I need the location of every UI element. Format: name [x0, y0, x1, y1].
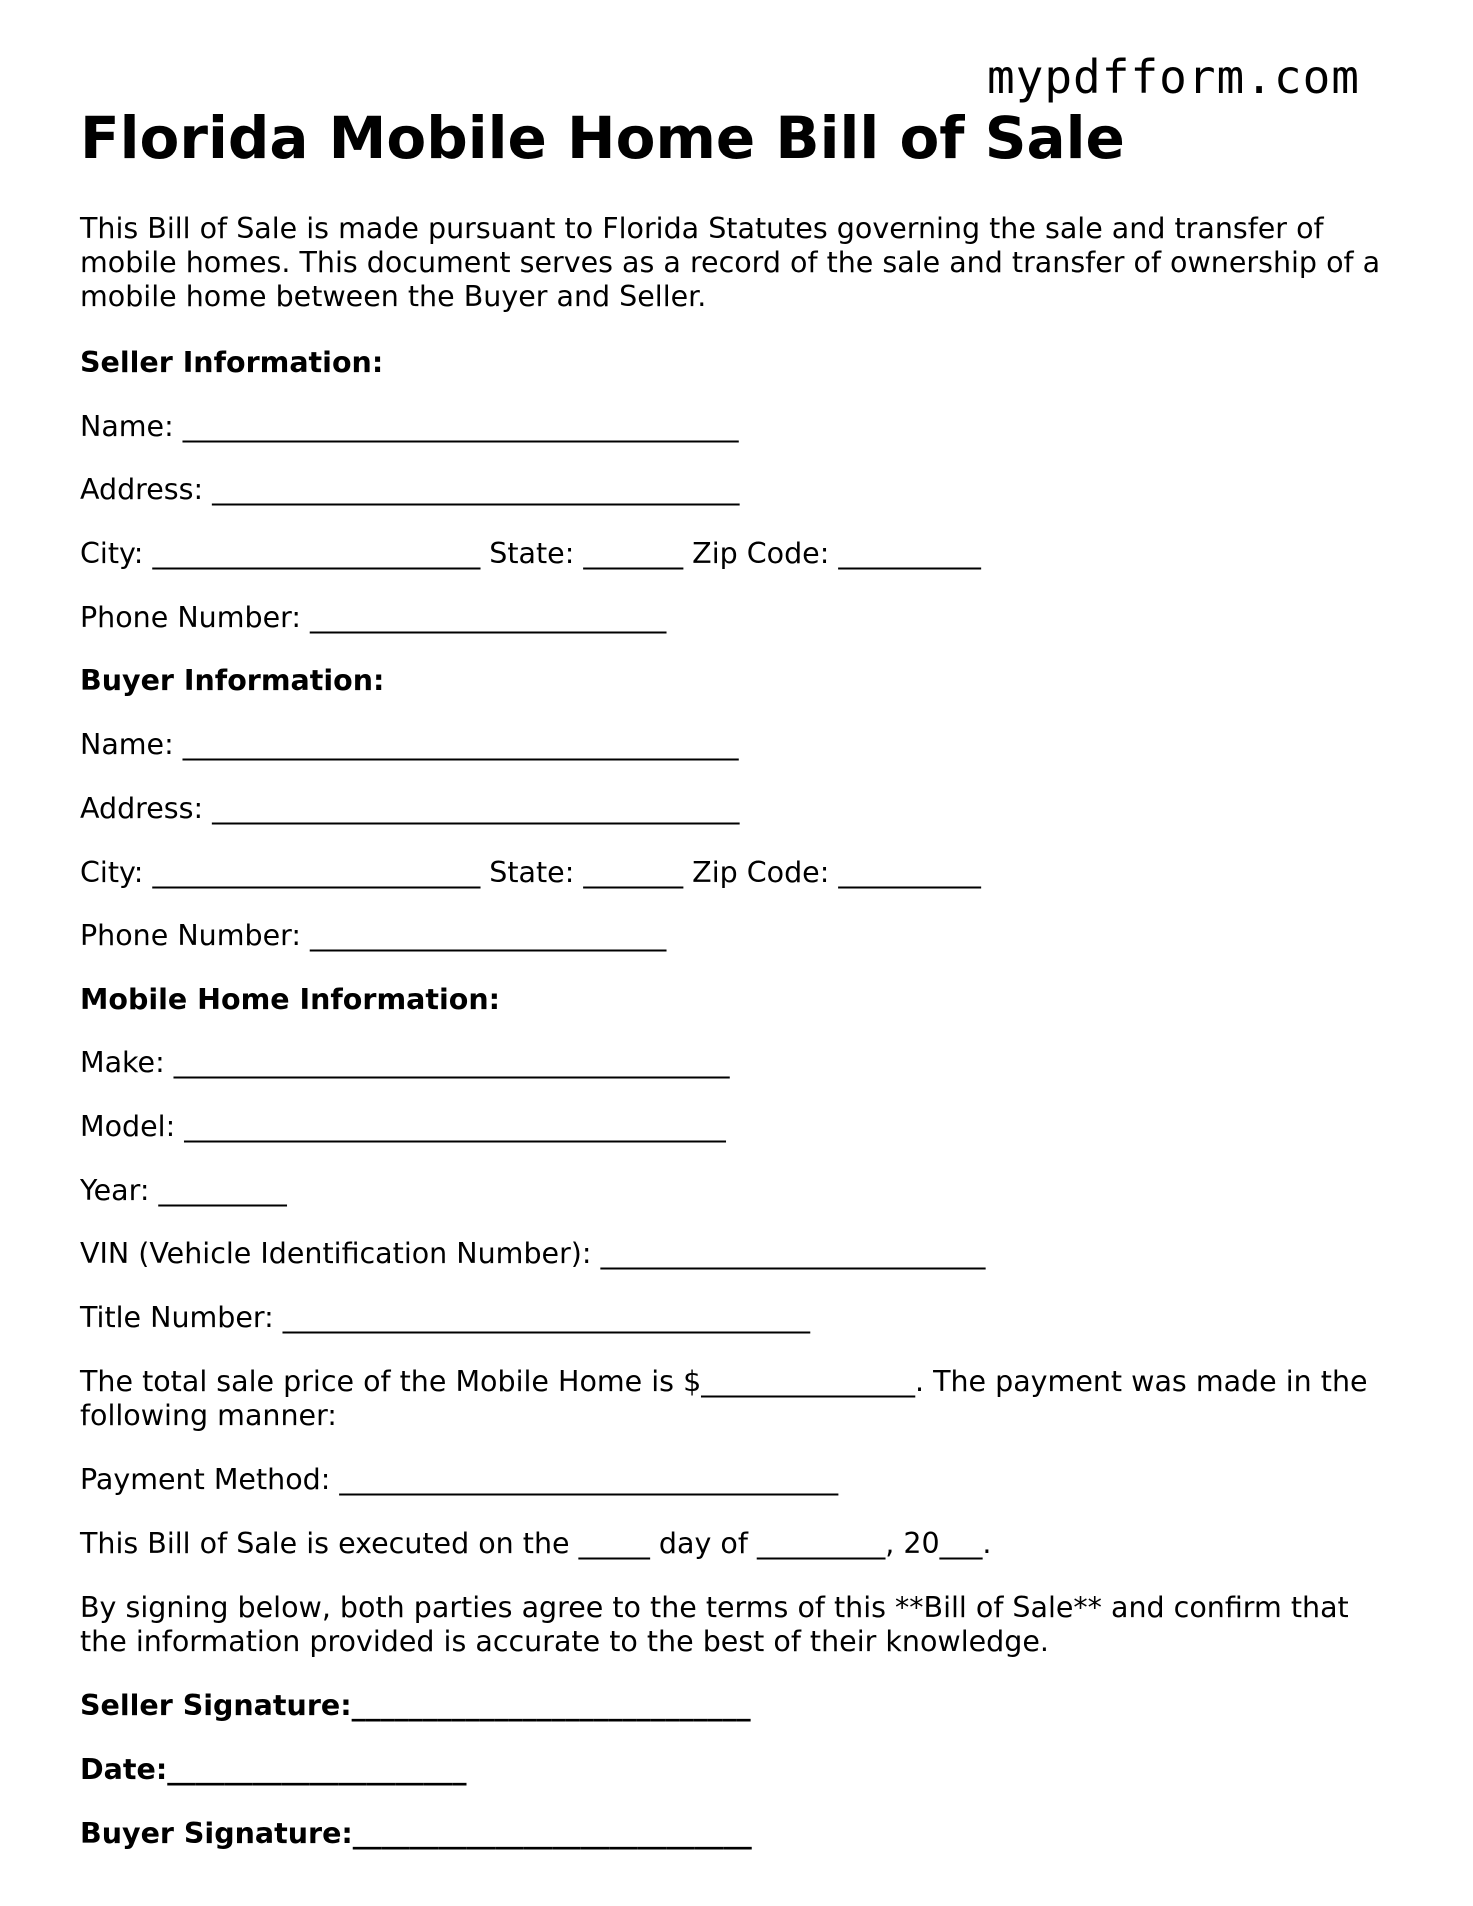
- document-title: Florida Mobile Home Bill of Sale: [80, 104, 1125, 172]
- intro-paragraph: This Bill of Sale is made pursuant to Florida Statutes governing the sale and transfer of mobile homes. This document serves as a record of the sale and transfer of ownership of a mobile home between the Buyer and Seller.: [80, 212, 1381, 313]
- title-number-field[interactable]: Title Number: _____________________________________: [80, 1301, 811, 1334]
- make-field[interactable]: Make: _______________________________________: [80, 1046, 730, 1079]
- sale-price-paragraph[interactable]: The total sale price of the Mobile Home is $_______________. The payment was made in the following manner:: [80, 1365, 1368, 1432]
- site-watermark: mypdfform.com: [986, 50, 1360, 104]
- payment-method-field[interactable]: Payment Method: ___________________________________: [80, 1463, 839, 1496]
- seller-phone-field[interactable]: Phone Number: _________________________: [80, 601, 667, 634]
- buyer-name-field[interactable]: Name: _______________________________________: [80, 728, 739, 761]
- signature-date-field[interactable]: Date:_____________________: [80, 1753, 467, 1786]
- buyer-city-state-zip-field[interactable]: City: _______________________ State: _______ Zip Code: __________: [80, 856, 981, 889]
- buyer-signature-field[interactable]: Buyer Signature:____________________________: [80, 1817, 752, 1850]
- seller-address-field[interactable]: Address: _____________________________________: [80, 473, 740, 506]
- buyer-heading: Buyer Information:: [80, 664, 385, 697]
- vin-field[interactable]: VIN (Vehicle Identification Number): ___________________________: [80, 1237, 986, 1270]
- seller-name-field[interactable]: Name: _______________________________________: [80, 410, 739, 443]
- seller-signature-field[interactable]: Seller Signature:____________________________: [80, 1689, 751, 1722]
- document-page: [80, 0, 1400, 1906]
- seller-city-state-zip-field[interactable]: City: _______________________ State: _______ Zip Code: __________: [80, 537, 981, 570]
- buyer-address-field[interactable]: Address: _____________________________________: [80, 792, 740, 825]
- execution-date-field[interactable]: This Bill of Sale is executed on the _____ day of _________, 20___.: [80, 1527, 992, 1560]
- seller-heading: Seller Information:: [80, 346, 384, 379]
- buyer-phone-field[interactable]: Phone Number: _________________________: [80, 919, 667, 952]
- mobile-home-heading: Mobile Home Information:: [80, 983, 501, 1016]
- model-field[interactable]: Model: ______________________________________: [80, 1110, 726, 1143]
- year-field[interactable]: Year: _________: [80, 1174, 287, 1207]
- agreement-paragraph: By signing below, both parties agree to the terms of this **Bill of Sale** and confirm that the information provided is accurate to the best of their knowledge.: [80, 1591, 1349, 1658]
